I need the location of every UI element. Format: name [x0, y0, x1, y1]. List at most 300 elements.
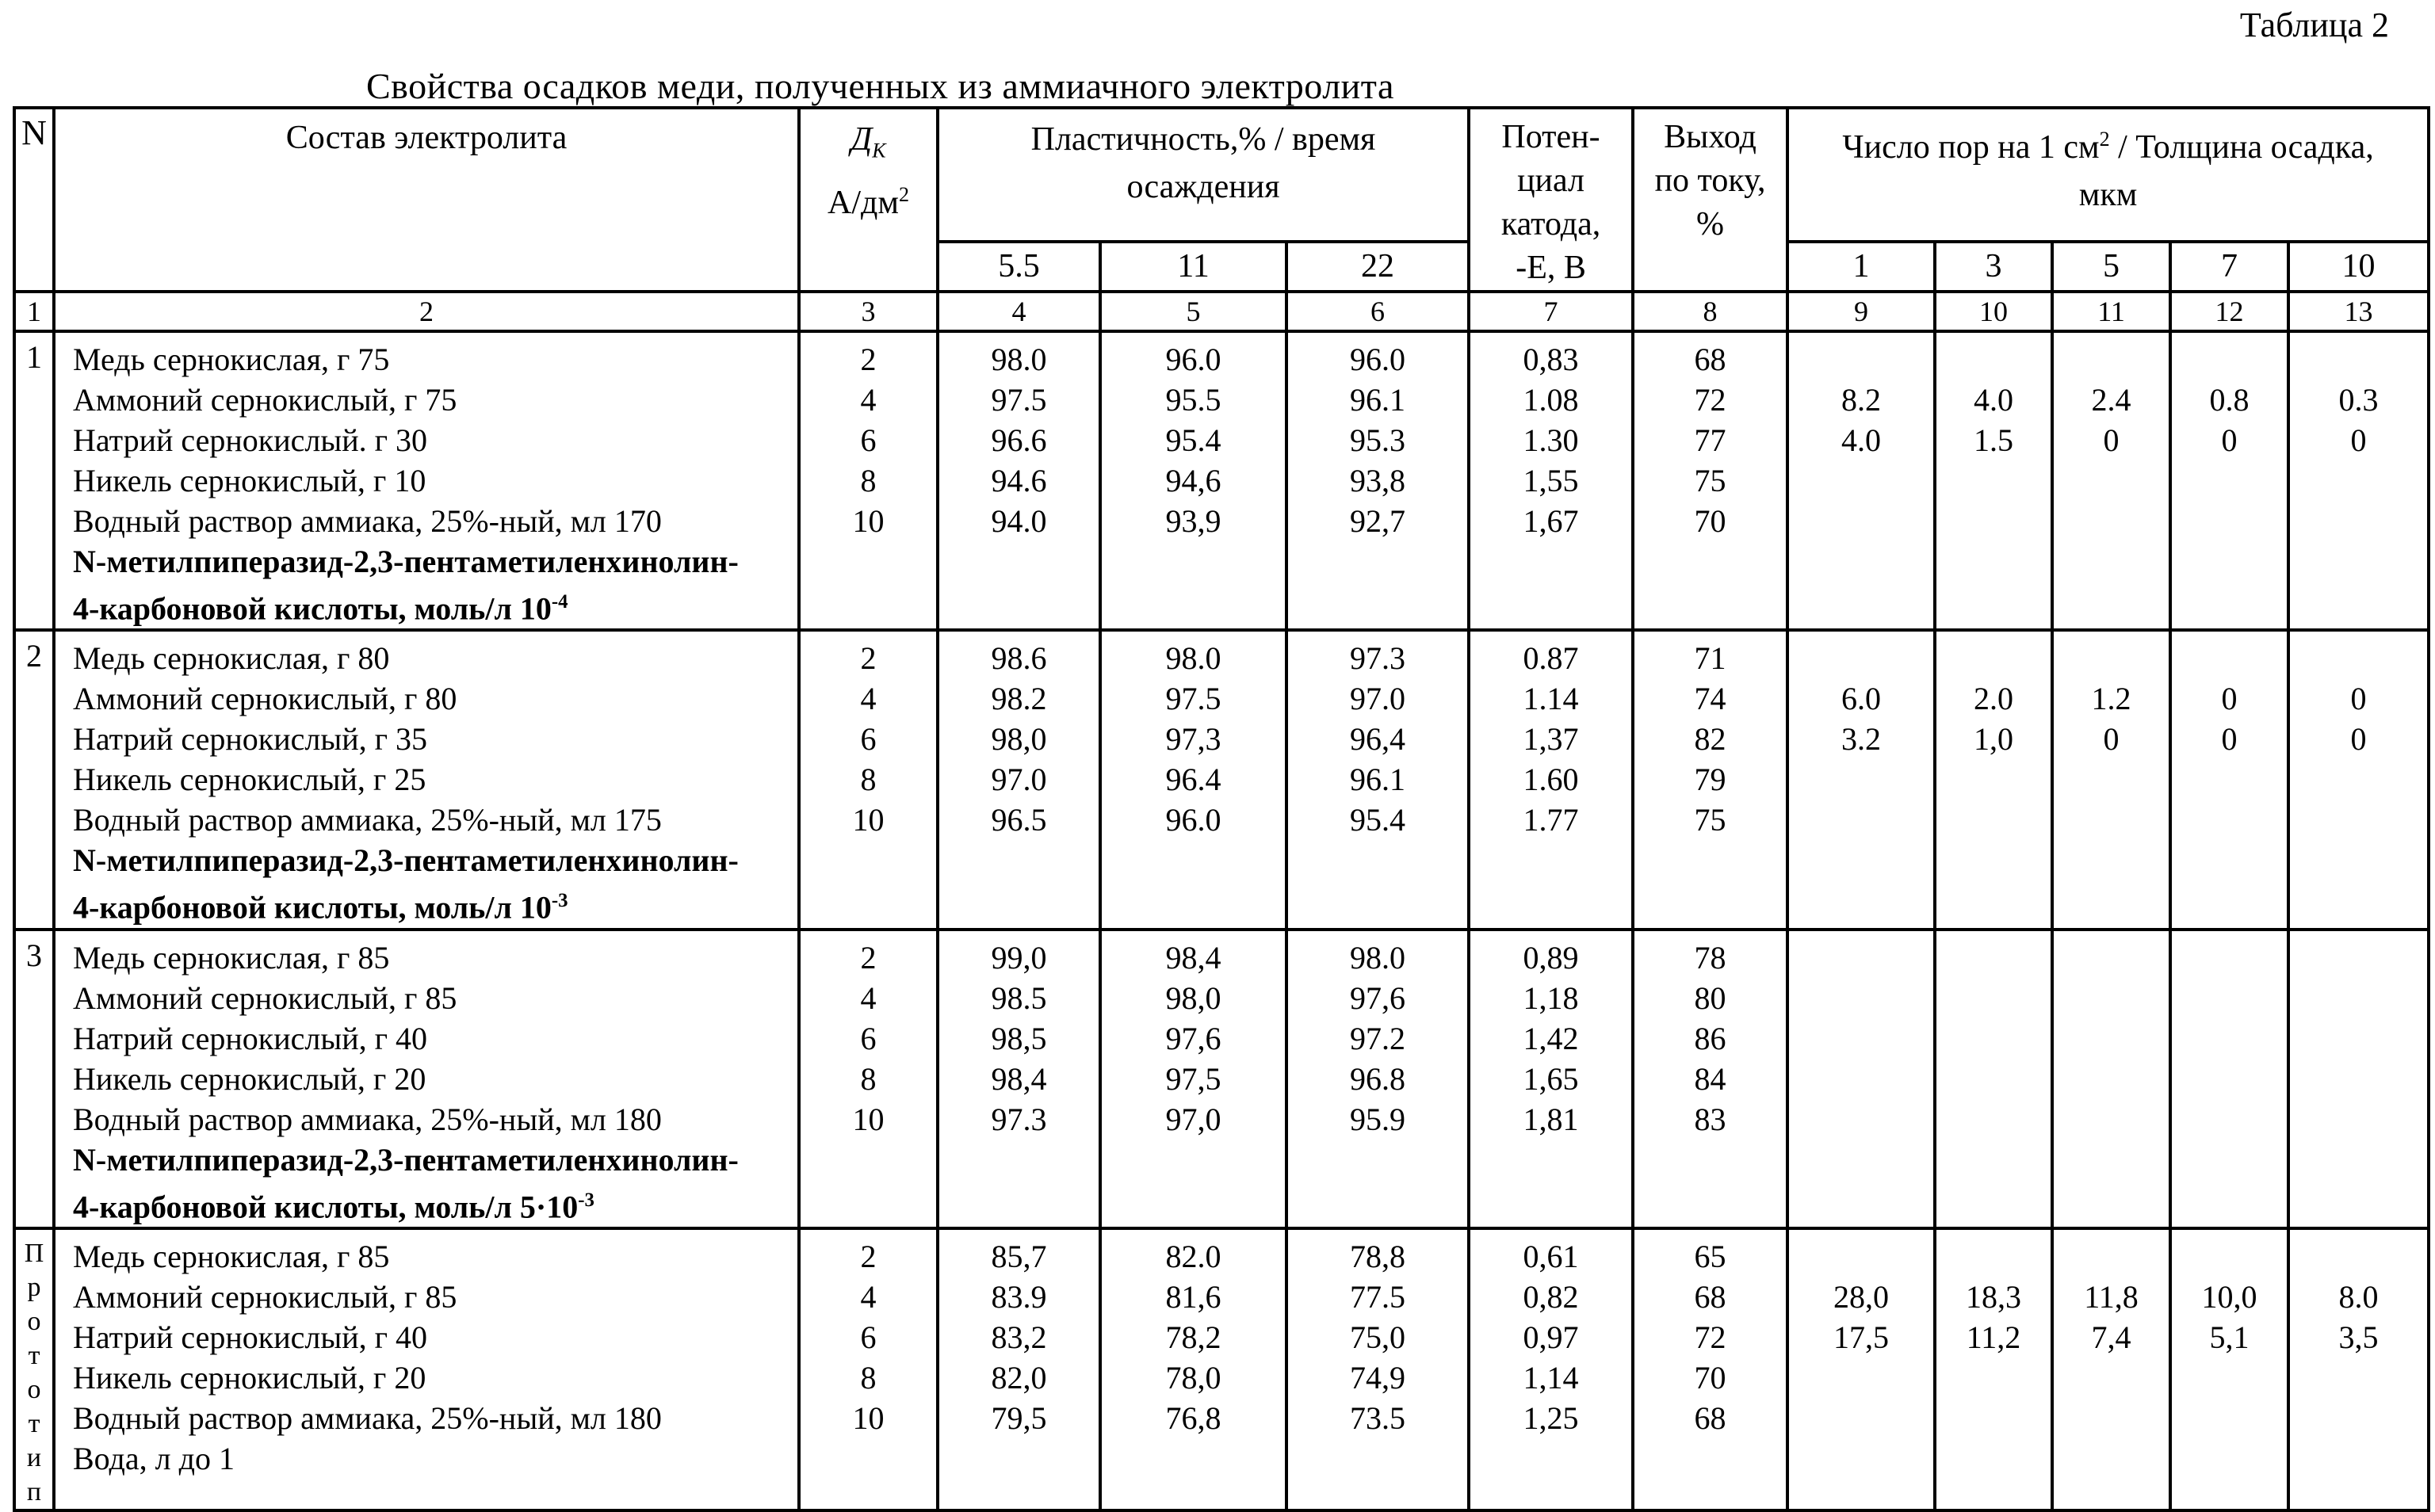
current-yield-value: 68 — [1694, 342, 1726, 377]
column-number: 3 — [799, 292, 938, 331]
yield-header-line: по току, — [1654, 162, 1766, 199]
plasticity-header-line2: осаждения — [1126, 169, 1280, 205]
composition-text: 4-карбоновой кислоты, моль/л 5·10 — [73, 1188, 579, 1224]
pores-cell — [2170, 331, 2288, 630]
column-number: 11 — [2052, 292, 2170, 331]
plasticity-11-value: 97,5 — [1165, 1060, 1221, 1097]
composition-line — [73, 420, 793, 460]
row-group-number-cell — [14, 630, 54, 929]
pores-cell — [2170, 930, 2288, 1228]
pores-spacer — [2172, 638, 2287, 678]
col-header-n — [14, 108, 54, 292]
composition-text: Медь сернокислая, г 80 — [73, 640, 390, 677]
plasticity-5-5-value: 98.2 — [991, 681, 1047, 717]
composition-text: Никель сернокислый, г 25 — [73, 762, 426, 798]
cathode-potential-value: 1,42 — [1523, 1020, 1579, 1056]
exponent-superscript: -3 — [578, 1189, 594, 1211]
composition-text: Никель сернокислый, г 20 — [73, 1060, 426, 1097]
composition-text: Вода, л до 1 — [73, 1440, 235, 1476]
table-row — [14, 1228, 2429, 1510]
dk-value: 2 — [860, 939, 877, 976]
composition-text: Медь сернокислая, г 85 — [73, 939, 390, 976]
plasticity-5-5-value: 98.6 — [991, 640, 1047, 677]
column-number: 6 — [1286, 292, 1469, 331]
pores-cell — [1935, 331, 2052, 630]
pores-spacer — [2054, 339, 2169, 380]
col-header-current-yield — [1633, 108, 1787, 292]
pores-cell — [1787, 930, 1935, 1228]
vertical-label-letter: п — [26, 1476, 42, 1506]
plasticity-22-value: 95.3 — [1350, 422, 1406, 458]
dk-value: 8 — [860, 762, 877, 798]
pores-cell — [1935, 930, 2052, 1228]
pores-thickness-subcol: 3 — [1935, 242, 2052, 292]
pores-spacer — [2290, 1236, 2427, 1277]
composition-text: Натрий сернокислый, г 35 — [73, 721, 428, 758]
pores-thickness-subcol: 1 — [1787, 242, 1935, 292]
plasticity-11-value: 97.5 — [1165, 681, 1221, 717]
composition-text: 4-карбоновой кислоты, моль/л 10 — [73, 590, 552, 627]
composition-line — [73, 541, 793, 582]
dk-value: 2 — [860, 640, 877, 677]
cathode-potential-value: 1,67 — [1523, 503, 1579, 539]
cathode-potential-cell — [1469, 331, 1633, 630]
plasticity-5-5-cell — [938, 331, 1100, 630]
pores-cell — [1787, 331, 1935, 630]
plasticity-11-value: 76,8 — [1165, 1399, 1221, 1436]
dk-cell — [799, 331, 938, 630]
pores-value: 4.0 — [1841, 422, 1882, 458]
pores-cell — [1935, 630, 2052, 929]
column-number: 5 — [1100, 292, 1286, 331]
plasticity-11-value: 96.0 — [1165, 342, 1221, 377]
composition-line — [73, 840, 793, 880]
plasticity-11-value: 95.5 — [1165, 382, 1221, 418]
pores-cell — [2288, 630, 2429, 929]
unit-superscript: 2 — [898, 183, 909, 207]
pores-value: 3.2 — [1841, 721, 1882, 758]
composition-line — [73, 1277, 793, 1317]
dk-cell — [799, 1228, 938, 1510]
current-yield-value: 75 — [1694, 463, 1726, 498]
plasticity-11-cell — [1100, 930, 1286, 1228]
plasticity-11-value: 96.4 — [1165, 762, 1221, 798]
pores-value: 0 — [2221, 681, 2238, 717]
pores-value: 7,4 — [2091, 1319, 2131, 1355]
row-group-number-cell — [14, 930, 54, 1228]
composition-text: Водный раствор аммиака, 25%-ный, мл 170 — [73, 503, 662, 539]
col-header-n-label: N — [21, 113, 47, 152]
plasticity-5-5-value: 98,5 — [991, 1020, 1047, 1056]
col-header-pores — [1787, 108, 2429, 242]
current-yield-value: 77 — [1694, 422, 1726, 458]
pores-value: 17,5 — [1833, 1319, 1890, 1355]
pores-value: 5,1 — [2209, 1319, 2250, 1355]
vertical-label-letter: т — [28, 1340, 40, 1370]
pores-header-line2: мкм — [2078, 177, 2138, 213]
pores-value: 0 — [2350, 721, 2367, 758]
pores-cell — [2052, 331, 2170, 630]
table-row — [14, 331, 2429, 630]
plasticity-5-5-value: 96.6 — [991, 422, 1047, 458]
current-density-subscript: К — [872, 139, 886, 162]
cathode-potential-value: 1.77 — [1523, 802, 1579, 838]
electrolyte-composition-cell — [54, 1228, 799, 1510]
pores-spacer — [1936, 1236, 2051, 1277]
pores-value: 11,8 — [2084, 1278, 2139, 1315]
current-yield-value: 80 — [1694, 979, 1726, 1016]
pores-value: 0 — [2350, 681, 2367, 717]
current-yield-cell — [1633, 1228, 1787, 1510]
pores-cell — [2052, 1228, 2170, 1510]
composition-line — [73, 460, 793, 501]
pores-spacer — [2172, 1236, 2287, 1277]
plasticity-22-cell — [1286, 331, 1469, 630]
plasticity-5-5-value: 85,7 — [991, 1238, 1047, 1274]
column-numbers-row — [14, 292, 2429, 331]
potential-header-line: циал — [1517, 162, 1584, 199]
composition-text: Аммоний сернокислый, г 80 — [73, 681, 457, 717]
plasticity-22-value: 97.3 — [1350, 640, 1406, 677]
table-number-label: Таблица 2 — [2239, 6, 2389, 44]
current-yield-cell — [1633, 630, 1787, 929]
plasticity-5-5-value: 97.5 — [991, 382, 1047, 418]
pores-thickness-subcol: 7 — [2170, 242, 2288, 292]
composition-text: Натрий сернокислый, г 40 — [73, 1020, 428, 1056]
plasticity-11-value: 94,6 — [1165, 463, 1221, 498]
composition-text: Медь сернокислая, г 75 — [73, 342, 390, 377]
plasticity-22-value: 78,8 — [1350, 1238, 1406, 1274]
properties-table — [13, 106, 2430, 1512]
plasticity-5-5-value: 98.5 — [991, 979, 1047, 1016]
current-yield-value: 72 — [1694, 382, 1726, 418]
composition-line — [73, 1398, 793, 1438]
pores-value: 2.0 — [1974, 681, 2014, 717]
composition-line — [73, 1099, 793, 1140]
current-density-symbol: $Д_К$ — [851, 121, 886, 162]
group-number: 2 — [26, 638, 42, 674]
column-number: 7 — [1469, 292, 1633, 331]
plasticity-time-subcol: 11 — [1100, 242, 1286, 292]
composition-line — [73, 1140, 793, 1180]
plasticity-11-value: 97,0 — [1165, 1101, 1221, 1137]
dk-value: 4 — [860, 382, 877, 418]
plasticity-5-5-cell — [938, 930, 1100, 1228]
pores-cell — [2052, 630, 2170, 929]
cathode-potential-value: 1,81 — [1523, 1101, 1579, 1137]
plasticity-22-value: 96.0 — [1350, 342, 1406, 377]
composition-text: N-метилпиперазид-2,3-пентаметиленхинолин- — [73, 1141, 739, 1178]
plasticity-22-value: 75,0 — [1350, 1319, 1406, 1355]
pores-spacer — [2054, 638, 2169, 678]
table-header — [14, 108, 2429, 331]
current-yield-value: 71 — [1694, 640, 1726, 677]
plasticity-11-value: 97,3 — [1165, 721, 1221, 758]
cathode-potential-value: 1,18 — [1523, 979, 1579, 1016]
pores-cell — [1787, 630, 1935, 929]
cathode-potential-value: 0,61 — [1523, 1238, 1579, 1274]
plasticity-11-cell — [1100, 331, 1286, 630]
plasticity-5-5-value: 97.3 — [991, 1101, 1047, 1137]
plasticity-11-value: 78,0 — [1165, 1359, 1221, 1396]
pores-spacer — [1789, 1236, 1933, 1277]
pores-thickness-subcol: 10 — [2288, 242, 2429, 292]
dk-value: 10 — [852, 1399, 885, 1436]
dk-value: 6 — [860, 422, 877, 458]
column-number: 1 — [14, 292, 54, 331]
pores-cell — [1787, 1228, 1935, 1510]
plasticity-22-value: 92,7 — [1350, 503, 1406, 539]
plasticity-header-line1: Пластичность,% / время — [1030, 121, 1376, 158]
column-number: 12 — [2170, 292, 2288, 331]
plasticity-5-5-value: 83,2 — [991, 1319, 1047, 1355]
current-yield-value: 68 — [1694, 1278, 1726, 1315]
pores-value: 3,5 — [2338, 1319, 2379, 1355]
plasticity-5-5-value: 83.9 — [991, 1278, 1047, 1315]
row-group-number-cell — [14, 331, 54, 630]
exponent-superscript: -3 — [551, 890, 568, 912]
plasticity-22-cell — [1286, 930, 1469, 1228]
cathode-potential-value: 1,14 — [1523, 1359, 1579, 1396]
plasticity-11-value: 98,0 — [1165, 979, 1221, 1016]
composition-text: Водный раствор аммиака, 25%-ный, мл 175 — [73, 802, 662, 838]
current-yield-value: 84 — [1694, 1060, 1726, 1097]
vertical-label-letter: о — [27, 1374, 41, 1404]
plasticity-5-5-value: 94.0 — [991, 503, 1047, 539]
plasticity-22-value: 73.5 — [1350, 1399, 1406, 1436]
cathode-potential-value: 0,82 — [1523, 1278, 1579, 1315]
plasticity-11-value: 81,6 — [1165, 1278, 1221, 1315]
composition-text: Натрий сернокислый, г 40 — [73, 1319, 428, 1355]
electrolyte-composition-cell — [54, 930, 799, 1228]
potential-header-line: катода, — [1500, 206, 1601, 242]
composition-line — [73, 1018, 793, 1059]
composition-line — [73, 719, 793, 759]
pores-value: 0.8 — [2209, 382, 2250, 418]
composition-line — [73, 339, 793, 380]
pores-value: 8.0 — [2338, 1278, 2379, 1315]
potential-header-line: Потен- — [1501, 119, 1600, 155]
current-density-unit: $А/дм^2$ — [828, 183, 909, 222]
current-yield-value: 74 — [1694, 681, 1726, 717]
plasticity-5-5-value: 97.0 — [991, 762, 1047, 798]
current-yield-value: 70 — [1694, 503, 1726, 539]
plasticity-22-value: 98.0 — [1350, 939, 1406, 976]
yield-header-line: Выход — [1664, 119, 1756, 155]
composition-text: Аммоний сернокислый, г 85 — [73, 1278, 457, 1315]
pores-value: 0 — [2350, 422, 2367, 458]
plasticity-11-cell — [1100, 630, 1286, 929]
plasticity-22-value: 77.5 — [1350, 1278, 1406, 1315]
yield-header-line: % — [1696, 206, 1725, 242]
pores-superscript: 2 — [2099, 128, 2110, 151]
col-header-composition — [54, 108, 799, 292]
plasticity-5-5-value: 82,0 — [991, 1359, 1047, 1396]
plasticity-11-value: 82.0 — [1165, 1238, 1221, 1274]
plasticity-11-value: 93,9 — [1165, 503, 1221, 539]
plasticity-5-5-value: 79,5 — [991, 1399, 1047, 1436]
pores-value: 0 — [2103, 721, 2120, 758]
column-number: 8 — [1633, 292, 1787, 331]
composition-line — [73, 1059, 793, 1099]
plasticity-11-value: 96.0 — [1165, 802, 1221, 838]
plasticity-11-value: 97,6 — [1165, 1020, 1221, 1056]
pores-value: 0.3 — [2338, 382, 2379, 418]
composition-text: Никель сернокислый, г 20 — [73, 1359, 426, 1396]
composition-line — [73, 1438, 793, 1479]
current-yield-value: 75 — [1694, 802, 1726, 838]
vertical-label-letter: о — [27, 1306, 41, 1336]
composition-text: 4-карбоновой кислоты, моль/л 10 — [73, 889, 552, 926]
pores-spacer — [2172, 339, 2287, 380]
current-yield-cell — [1633, 331, 1787, 630]
plasticity-11-value: 98,4 — [1165, 939, 1221, 976]
composition-line — [73, 1317, 793, 1357]
group-number: 1 — [26, 339, 42, 375]
cathode-potential-value: 0,97 — [1523, 1319, 1579, 1355]
cathode-potential-value: 1,55 — [1523, 463, 1579, 498]
dk-value: 4 — [860, 1278, 877, 1315]
current-yield-value: 83 — [1694, 1101, 1726, 1137]
plasticity-5-5-value: 98,0 — [991, 721, 1047, 758]
plasticity-22-cell — [1286, 630, 1469, 929]
plasticity-22-value: 95.4 — [1350, 802, 1406, 838]
cathode-potential-cell — [1469, 1228, 1633, 1510]
plasticity-22-value: 97.2 — [1350, 1020, 1406, 1056]
composition-line — [73, 1236, 793, 1277]
composition-text: N-метилпиперазид-2,3-пентаметиленхинолин- — [73, 544, 739, 579]
dk-value: 6 — [860, 1020, 877, 1056]
current-yield-value: 79 — [1694, 762, 1726, 798]
pores-cell — [2288, 930, 2429, 1228]
dk-value: 8 — [860, 1359, 877, 1396]
composition-line — [73, 800, 793, 840]
composition-text: N-метилпиперазид-2,3-пентаметиленхинолин- — [73, 842, 739, 879]
pores-header-line1: Число пор на 1 $см^2$ / Толщина осадка, — [1842, 128, 2374, 166]
cathode-potential-value: 1.08 — [1523, 382, 1579, 418]
composition-text: Медь сернокислая, г 85 — [73, 1238, 390, 1274]
current-yield-value: 68 — [1694, 1399, 1726, 1436]
pores-value: 1.2 — [2091, 681, 2131, 717]
current-yield-value: 82 — [1694, 721, 1726, 758]
plasticity-11-value: 98.0 — [1165, 640, 1221, 677]
pores-value: 1.5 — [1974, 422, 2014, 458]
pores-spacer — [2290, 339, 2427, 380]
dk-value: 10 — [852, 503, 885, 539]
composition-line — [73, 759, 793, 800]
pores-spacer — [1789, 339, 1933, 380]
table-row — [14, 930, 2429, 1228]
dk-value: 4 — [860, 979, 877, 1016]
plasticity-22-value: 93,8 — [1350, 463, 1406, 498]
plasticity-22-value: 96.1 — [1350, 382, 1406, 418]
composition-line — [73, 582, 793, 628]
composition-line — [73, 638, 793, 678]
composition-line — [73, 380, 793, 420]
cathode-potential-value: 0,89 — [1523, 939, 1579, 976]
pores-cell — [2288, 331, 2429, 630]
pores-cell — [2052, 930, 2170, 1228]
page-title: Свойства осадков меди, полученных из аммиачного электролита — [366, 66, 1394, 106]
electrolyte-composition-cell — [54, 630, 799, 929]
current-yield-value: 72 — [1694, 1319, 1726, 1355]
dk-value: 8 — [860, 463, 877, 498]
plasticity-22-cell — [1286, 1228, 1469, 1510]
plasticity-22-value: 95.9 — [1350, 1101, 1406, 1137]
plasticity-11-value: 95.4 — [1165, 422, 1221, 458]
dk-cell — [799, 930, 938, 1228]
pores-value: 2.4 — [2091, 382, 2131, 418]
composition-line — [73, 1357, 793, 1398]
pores-value: 18,3 — [1966, 1278, 2022, 1315]
plasticity-22-value: 96.1 — [1350, 762, 1406, 798]
pores-value: 0 — [2221, 422, 2238, 458]
column-number: 13 — [2288, 292, 2429, 331]
pores-cell — [1935, 1228, 2052, 1510]
col-header-cathode-potential — [1469, 108, 1633, 292]
cathode-potential-value: 1,37 — [1523, 721, 1579, 758]
pores-value: 6.0 — [1841, 681, 1882, 717]
vertical-label-letter: П — [24, 1238, 44, 1268]
plasticity-time-subcol: 5.5 — [938, 242, 1100, 292]
column-number: 9 — [1787, 292, 1935, 331]
col-header-current-density — [799, 108, 938, 292]
plasticity-time-subcol: 22 — [1286, 242, 1469, 292]
pores-spacer — [2054, 1236, 2169, 1277]
cathode-potential-value: 0.87 — [1523, 640, 1579, 677]
cathode-potential-cell — [1469, 630, 1633, 929]
column-number: 10 — [1935, 292, 2052, 331]
plasticity-5-5-value: 99,0 — [991, 939, 1047, 976]
pores-value: 8.2 — [1841, 382, 1882, 418]
plasticity-22-value: 97.0 — [1350, 681, 1406, 717]
cathode-potential-cell — [1469, 930, 1633, 1228]
dk-value: 8 — [860, 1060, 877, 1097]
dk-value: 10 — [852, 1101, 885, 1137]
pores-value: 0 — [2103, 422, 2120, 458]
vertical-label-letter: р — [27, 1272, 41, 1302]
pores-value: 1,0 — [1974, 721, 2014, 758]
pores-cell — [2170, 1228, 2288, 1510]
dk-value: 2 — [860, 1238, 877, 1274]
table-body — [14, 331, 2429, 1510]
dk-value: 6 — [860, 1319, 877, 1355]
composition-line — [73, 1180, 793, 1227]
row-group-number-cell — [14, 1228, 54, 1510]
column-number: 2 — [54, 292, 799, 331]
plasticity-22-value: 96.8 — [1350, 1060, 1406, 1097]
electrolyte-composition-cell — [54, 331, 799, 630]
col-header-plasticity — [938, 108, 1469, 242]
pores-value: 0 — [2221, 721, 2238, 758]
dk-value: 6 — [860, 721, 877, 758]
composition-text: Водный раствор аммиака, 25%-ный, мл 180 — [73, 1399, 662, 1436]
plasticity-11-cell — [1100, 1228, 1286, 1510]
cathode-potential-value: 1,65 — [1523, 1060, 1579, 1097]
pores-spacer — [1789, 638, 1933, 678]
dk-value: 2 — [860, 342, 877, 377]
cathode-potential-value: 1.14 — [1523, 681, 1579, 717]
current-yield-value: 70 — [1694, 1359, 1726, 1396]
composition-line — [73, 937, 793, 978]
pores-thickness-subcol: 5 — [2052, 242, 2170, 292]
composition-line — [73, 978, 793, 1018]
composition-line — [73, 880, 793, 927]
plasticity-5-5-value: 98,4 — [991, 1060, 1047, 1097]
table-row — [14, 630, 2429, 929]
current-yield-cell — [1633, 930, 1787, 1228]
pores-spacer — [1936, 638, 2051, 678]
